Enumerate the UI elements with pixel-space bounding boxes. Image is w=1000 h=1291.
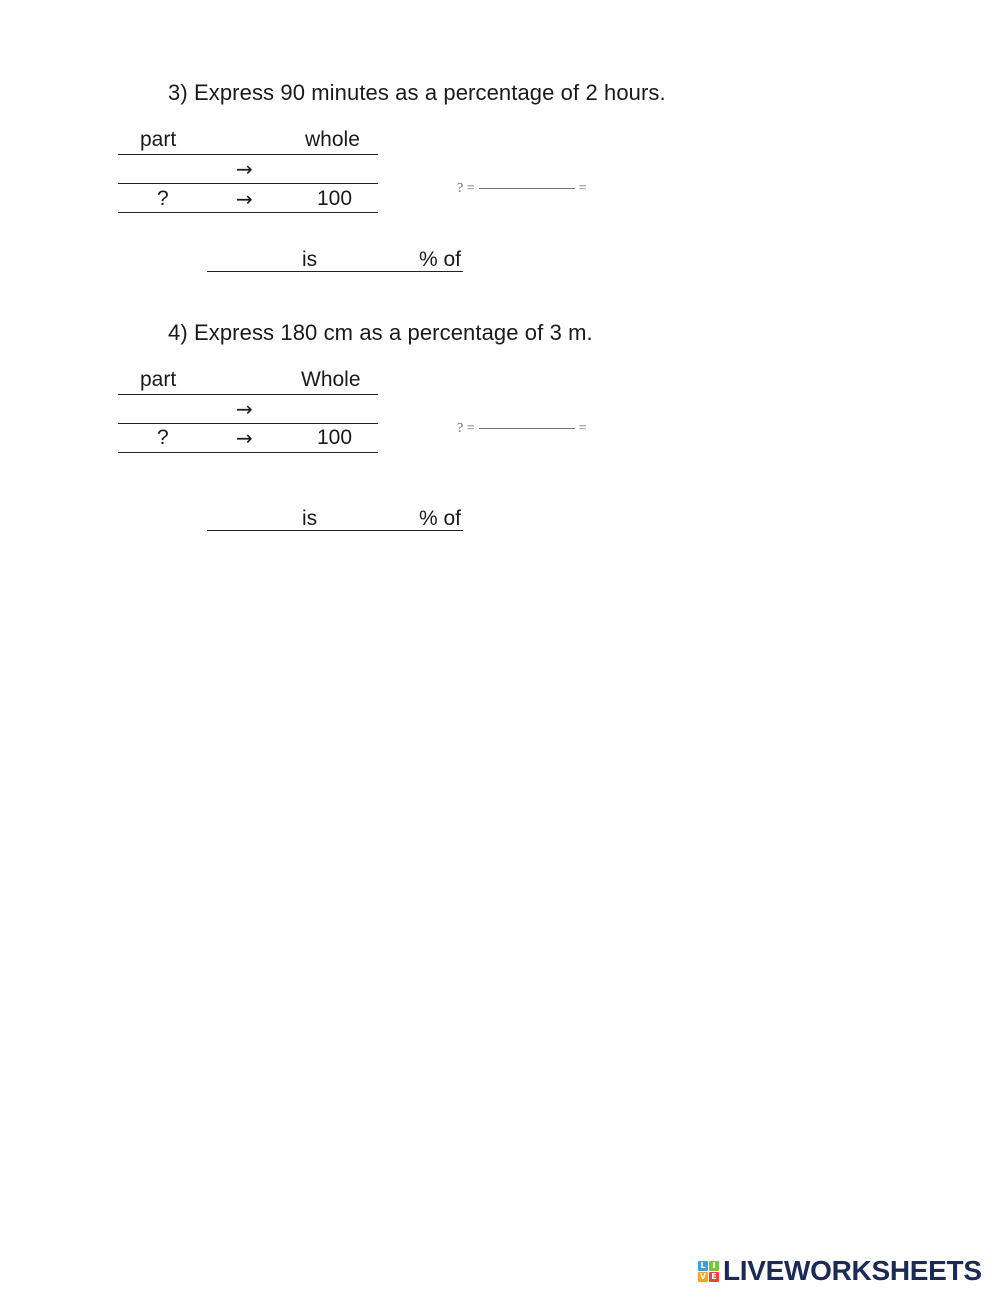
formula-right: = bbox=[578, 181, 587, 196]
arrow-icon: → bbox=[236, 157, 253, 181]
logo-badge-letter: L bbox=[698, 1261, 708, 1271]
logo-badge-letter: I bbox=[709, 1261, 719, 1271]
fraction-line bbox=[479, 428, 575, 429]
answer-percent-of-label: % of bbox=[419, 248, 462, 271]
header-whole: Whole bbox=[301, 368, 361, 391]
row-part-unknown: ? bbox=[157, 426, 169, 449]
row-part-unknown: ? bbox=[157, 187, 169, 210]
table-rule bbox=[118, 423, 378, 424]
table-rule bbox=[118, 452, 378, 453]
logo-text: LIVEWORKSHEETS bbox=[723, 1255, 982, 1286]
question-4-prompt: 4) Express 180 cm as a percentage of 3 m. bbox=[168, 320, 593, 345]
formula-right: = bbox=[578, 421, 587, 436]
header-part: part bbox=[140, 368, 177, 391]
answer-percent-of-label: % of bbox=[419, 507, 462, 530]
row-whole-value: 100 bbox=[317, 187, 353, 210]
logo-badge-icon bbox=[698, 1261, 719, 1282]
formula-left: ? = bbox=[457, 421, 475, 436]
question-3-formula bbox=[457, 181, 587, 197]
table-rule bbox=[118, 394, 378, 395]
table-rule bbox=[118, 154, 378, 155]
arrow-icon: → bbox=[236, 426, 253, 450]
header-whole: whole bbox=[305, 128, 360, 151]
answer-is-label: is bbox=[302, 507, 318, 530]
fraction-line bbox=[479, 188, 575, 189]
question-4-formula bbox=[457, 421, 587, 437]
liveworksheets-logo bbox=[698, 1257, 982, 1285]
table-rule bbox=[118, 183, 378, 184]
table-rule bbox=[118, 212, 378, 213]
header-part: part bbox=[140, 128, 177, 151]
row-whole-value: 100 bbox=[317, 426, 353, 449]
arrow-icon: → bbox=[236, 397, 253, 421]
formula-left: ? = bbox=[457, 181, 475, 196]
answer-is-label: is bbox=[302, 248, 318, 271]
logo-badge-letter: V bbox=[699, 1271, 707, 1281]
logo-badge-letter: E bbox=[709, 1272, 719, 1282]
arrow-icon: → bbox=[236, 187, 253, 211]
question-3-prompt: 3) Express 90 minutes as a percentage of 2 hours. bbox=[168, 80, 666, 105]
